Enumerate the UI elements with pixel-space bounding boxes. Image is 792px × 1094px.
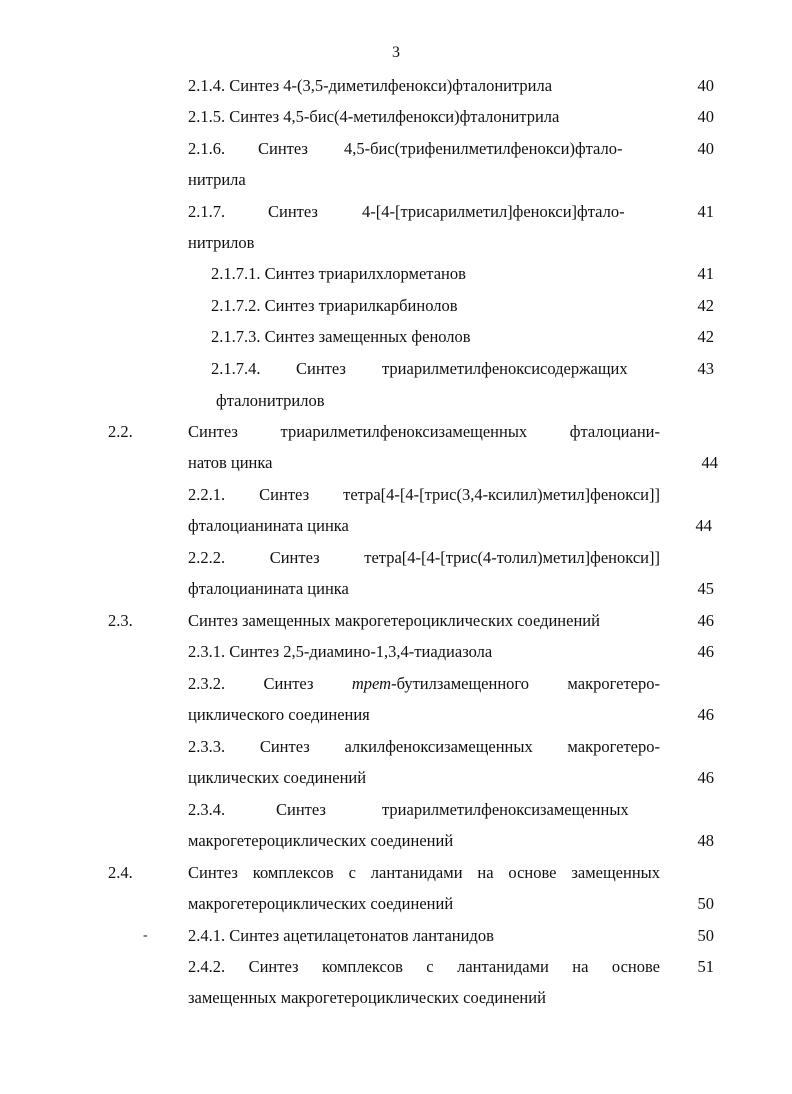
toc-section-number: 2.3.	[108, 611, 133, 630]
toc-entry-title: 4,5-бис(трифенилметилфенокси)фтало-	[344, 139, 623, 158]
toc-entry-page: 46	[697, 705, 714, 724]
toc-entry-title: Синтез комплексов с лантанидами на основе замещенных	[188, 863, 660, 882]
toc-entry-page: 40	[697, 76, 714, 95]
toc-entry-title: 2.4.1. Синтез ацетилацетонатов лантанидов	[188, 926, 494, 945]
toc-entry-title: 2.3.1. Синтез 2,5-диамино-1,3,4-тиадиазола	[188, 642, 493, 661]
toc-entry-title-cont: замещенных макрогетероциклических соединений	[188, 988, 546, 1007]
toc-entry-title: 2.1.7.1. Синтез триарилхлорметанов	[211, 264, 466, 283]
toc-entry-page: 41	[697, 264, 714, 283]
toc-entry-title: 2.2.1. Синтез тетра[4-[4-[трис(3,4-ксилил)метил]фенокси]]	[188, 485, 660, 504]
toc-entry-title-suffix: -бутилзамещенного макрогетеро-	[391, 674, 661, 693]
toc-section-number: 2.4.	[108, 863, 133, 882]
toc-entry-page: 48	[697, 831, 714, 850]
toc-entry-title-cont: нитрилов	[188, 233, 255, 252]
toc-entry-title: 2.1.5. Синтез 4,5-бис(4-метилфенокси)фталонитрила	[188, 107, 560, 126]
toc-entry-title-cont: макрогетероциклических соединений	[188, 831, 454, 850]
toc-entry-title-italic: трет	[351, 674, 392, 693]
toc-entry-title-cont: макрогетероциклических соединений	[188, 894, 454, 913]
toc-entry-title-cont: фталоцианината цинка	[188, 579, 349, 598]
toc-entry-number: 2.1.7.	[188, 202, 226, 221]
toc-entry-title: 4-[4-[трисарилметил]фенокси]фтало-	[362, 202, 625, 221]
toc-entry-number: 2.1.6.	[188, 139, 226, 158]
page-number: 3	[392, 44, 400, 61]
toc-entry-title-cont: циклических соединений	[188, 768, 367, 787]
toc-entry-number: 2.3.4.	[188, 800, 226, 819]
toc-entry-page: 41	[697, 202, 714, 221]
toc-entry-title: 2.2.2. Синтез тетра[4-[4-[трис(4-толил)метил]фенокси]]	[188, 548, 660, 567]
toc-entry-title: триарилметилфеноксизамещенных	[382, 800, 629, 819]
scan-artifact-dash: -	[143, 928, 148, 943]
toc-entry-title: 2.3.3. Синтез алкилфеноксизамещенных макрогетеро-	[188, 737, 660, 756]
toc-entry-page: 42	[697, 327, 714, 346]
toc-entry-word: Синтез	[268, 202, 318, 221]
toc-entry-title-cont: нитрила	[188, 170, 246, 189]
toc-entry-page: 43	[697, 359, 714, 378]
toc-entry-page: 46	[697, 768, 714, 787]
toc-entry-number: 2.1.7.4.	[211, 359, 261, 378]
toc-entry-title-cont: натов цинка	[188, 453, 273, 472]
toc-entry-title-cont: фталонитрилов	[216, 391, 325, 410]
toc-entry-title	[188, 674, 660, 694]
toc-entry-page: 50	[697, 894, 714, 913]
toc-entry-title: 2.1.7.3. Синтез замещенных фенолов	[211, 327, 471, 346]
toc-entry-page: 46	[697, 642, 714, 661]
toc-entry-title: 2.4.2. Синтез комплексов с лантанидами на основе	[188, 957, 660, 976]
toc-entry-page: 42	[697, 296, 714, 315]
toc-entry-title-prefix: 2.3.2. Синтез	[188, 674, 314, 693]
toc-section-number: 2.2.	[108, 422, 133, 441]
toc-entry-title: Синтез замещенных макрогетероциклических соединений	[188, 611, 600, 630]
toc-entry-page: 44	[701, 453, 718, 472]
toc-entry-title: триарилметилфеноксисодержащих	[382, 359, 628, 378]
toc-entry-page: 46	[697, 611, 714, 630]
toc-entry-page: 44	[695, 516, 712, 535]
toc-entry-word: Синтез	[276, 800, 326, 819]
toc-entry-page: 45	[697, 579, 714, 598]
toc-entry-word: Синтез	[296, 359, 346, 378]
toc-entry-title-cont: фталоцианината цинка	[188, 516, 349, 535]
toc-entry-title: 2.1.7.2. Синтез триарилкарбинолов	[211, 296, 458, 315]
toc-entry-word: Синтез	[258, 139, 308, 158]
toc-entry-page: 50	[697, 926, 714, 945]
toc-entry-title: 2.1.4. Синтез 4-(3,5-диметилфенокси)фталонитрила	[188, 76, 553, 95]
toc-entry-page: 51	[697, 957, 714, 976]
toc-entry-page: 40	[697, 107, 714, 126]
toc-entry-title: Синтез триарилметилфеноксизамещенных фталоциани-	[188, 422, 660, 441]
toc-entry-page: 40	[697, 139, 714, 158]
toc-entry-title-cont: циклического соединения	[188, 705, 370, 724]
